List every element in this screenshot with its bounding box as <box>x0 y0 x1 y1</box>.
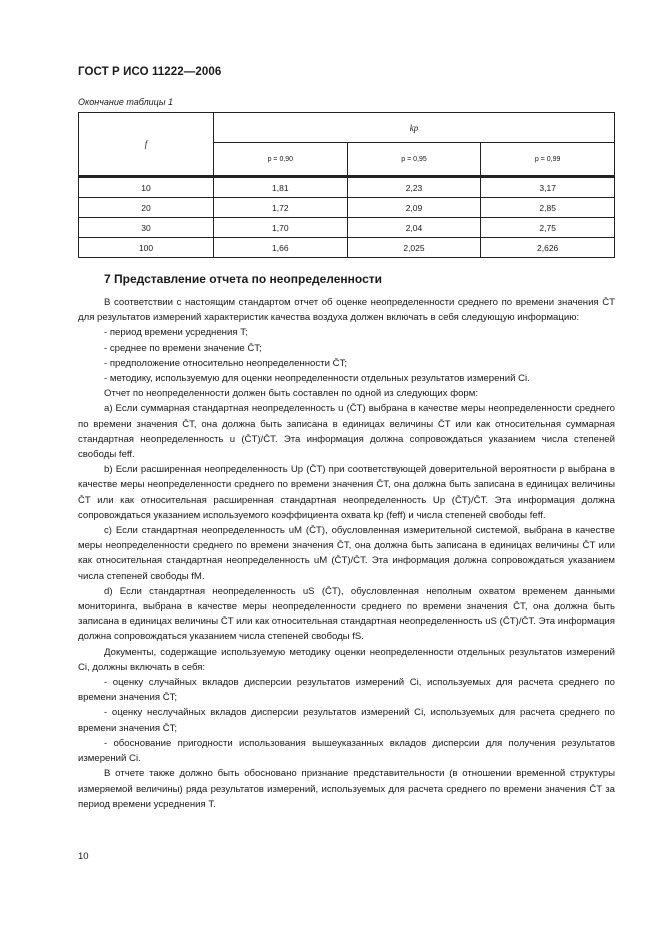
table-cell: 30 <box>79 218 214 238</box>
table-cell: 1,66 <box>214 238 348 258</box>
paragraph: Документы, содержащие используемую методику оценки неопределенности отдельных результатов измерений Ci, должны включать в себя: <box>78 646 615 673</box>
table-cell: 2,626 <box>481 238 615 258</box>
list-item: - оценку случайных вкладов дисперсии результатов измерений Ci, используемых для расчета среднего по времени значения C̄T; <box>78 677 615 704</box>
p-header: p = 0,90 <box>214 143 348 177</box>
list-item: - период времени усреднения T; <box>104 327 248 339</box>
table-caption: Окончание таблицы 1 <box>78 97 173 107</box>
paragraph: b) Если расширенная неопределенность Up (C̄T) при соответствующей доверительной вероятности p выбрана в качестве меры неопределенности среднего по времени значения C̄T, она должна быть записана в единицах величины C̄T или как относительная расширенная стандартная неопределенность Up (C̄T)/C̄T. Эта информация должна сопровождаться указанием используемого коэффициента охвата kp (feff) и числа степеней свободы feff. <box>78 464 615 521</box>
table-row <box>79 198 615 218</box>
table-cell: 100 <box>79 238 214 258</box>
coefficient-table <box>78 112 615 258</box>
table-cell: 2,75 <box>481 218 615 238</box>
table-cell: 20 <box>79 198 214 218</box>
p-header: p = 0,99 <box>481 143 615 177</box>
table-cell: 1,81 <box>214 178 348 198</box>
table-row <box>79 218 615 238</box>
list-item: - предположение относительно неопределенности C̄T; <box>104 357 347 369</box>
report-body <box>78 295 615 812</box>
col-header-kp: kp <box>214 113 615 143</box>
list-item: - оценку неслучайных вкладов дисперсии результатов измерений Ci, используемых для расчета среднего по времени значения C̄T; <box>78 707 615 734</box>
table-cell: 2,09 <box>347 198 481 218</box>
table-cell: 1,70 <box>214 218 348 238</box>
paragraph: a) Если суммарная стандартная неопределенность u (C̄T) выбрана в качестве меры неопределенности среднего по времени значения C̄T, она должна быть записана в единицах величины C̄T или как относительная суммарная стандартная неопределенность u (C̄T)/C̄T. Эта информация должна сопровождаться указанием числа степеней свободы feff. <box>78 403 615 461</box>
table-cell: 3,17 <box>481 178 615 198</box>
page-number: 10 <box>78 851 89 862</box>
table-cell: 2,025 <box>347 238 481 258</box>
table-row <box>79 178 615 198</box>
section-title: 7 Представление отчета по неопределенности <box>104 272 383 286</box>
paragraph: В отчете также должно быть обосновано признание представительности (в отношении временной структуры измеряемой величины) ряда результатов измерений, используемых для расчета среднего по времени значения C̄T за период времени усреднения T. <box>78 768 615 810</box>
col-header-f: f <box>79 113 214 177</box>
table-cell: 2,23 <box>347 178 481 198</box>
list-item: - среднее по времени значение C̄T; <box>104 342 262 354</box>
table-cell: 2,04 <box>347 218 481 238</box>
document-header: ГОСТ Р ИСО 11222—2006 <box>78 66 222 78</box>
paragraph: d) Если стандартная неопределенность uS (C̄T), обусловленная неполным охватом временем данными мониторинга, выбрана в качестве меры неопределенности среднего по времени значения C̄T, она должна быть записана в единицах величины C̄T или как относительная стандартная неопределенность uS (C̄T)/C̄T. Эта информация должна сопровождаться указанием числа степеней свободы fS. <box>78 585 615 643</box>
paragraph: c) Если стандартная неопределенность uM (C̄T), обусловленная измерительной системой, выбрана в качестве меры неопределенности среднего по времени значения C̄T, она должна быть записана в единицах величины C̄T или как относительная стандартная неопределенность uM (C̄T)/C̄T. Эта информация должна сопровождаться указанием числа степеней свободы fM. <box>78 525 615 582</box>
list-item: - методику, используемую для оценки неопределенности отдельных результатов измерений Ci. <box>104 373 530 385</box>
list-item: - обоснование пригодности использования вышеуказанных вкладов дисперсии для получения результатов измерений Ci. <box>78 737 615 765</box>
p-header: p = 0,95 <box>347 143 481 177</box>
table-row <box>79 238 615 258</box>
table-cell: 10 <box>79 178 214 198</box>
table-cell: 1,72 <box>214 198 348 218</box>
table-cell: 2,85 <box>481 198 615 218</box>
paragraph: В соответствии с настоящим стандартом отчет об оценке неопределенности среднего по времени значения C̄T для результатов измерений характеристик качества воздуха должен включать в себя следующую информацию: <box>78 297 615 324</box>
paragraph: Отчет по неопределенности должен быть составлен по одной из следующих форм: <box>104 388 479 400</box>
